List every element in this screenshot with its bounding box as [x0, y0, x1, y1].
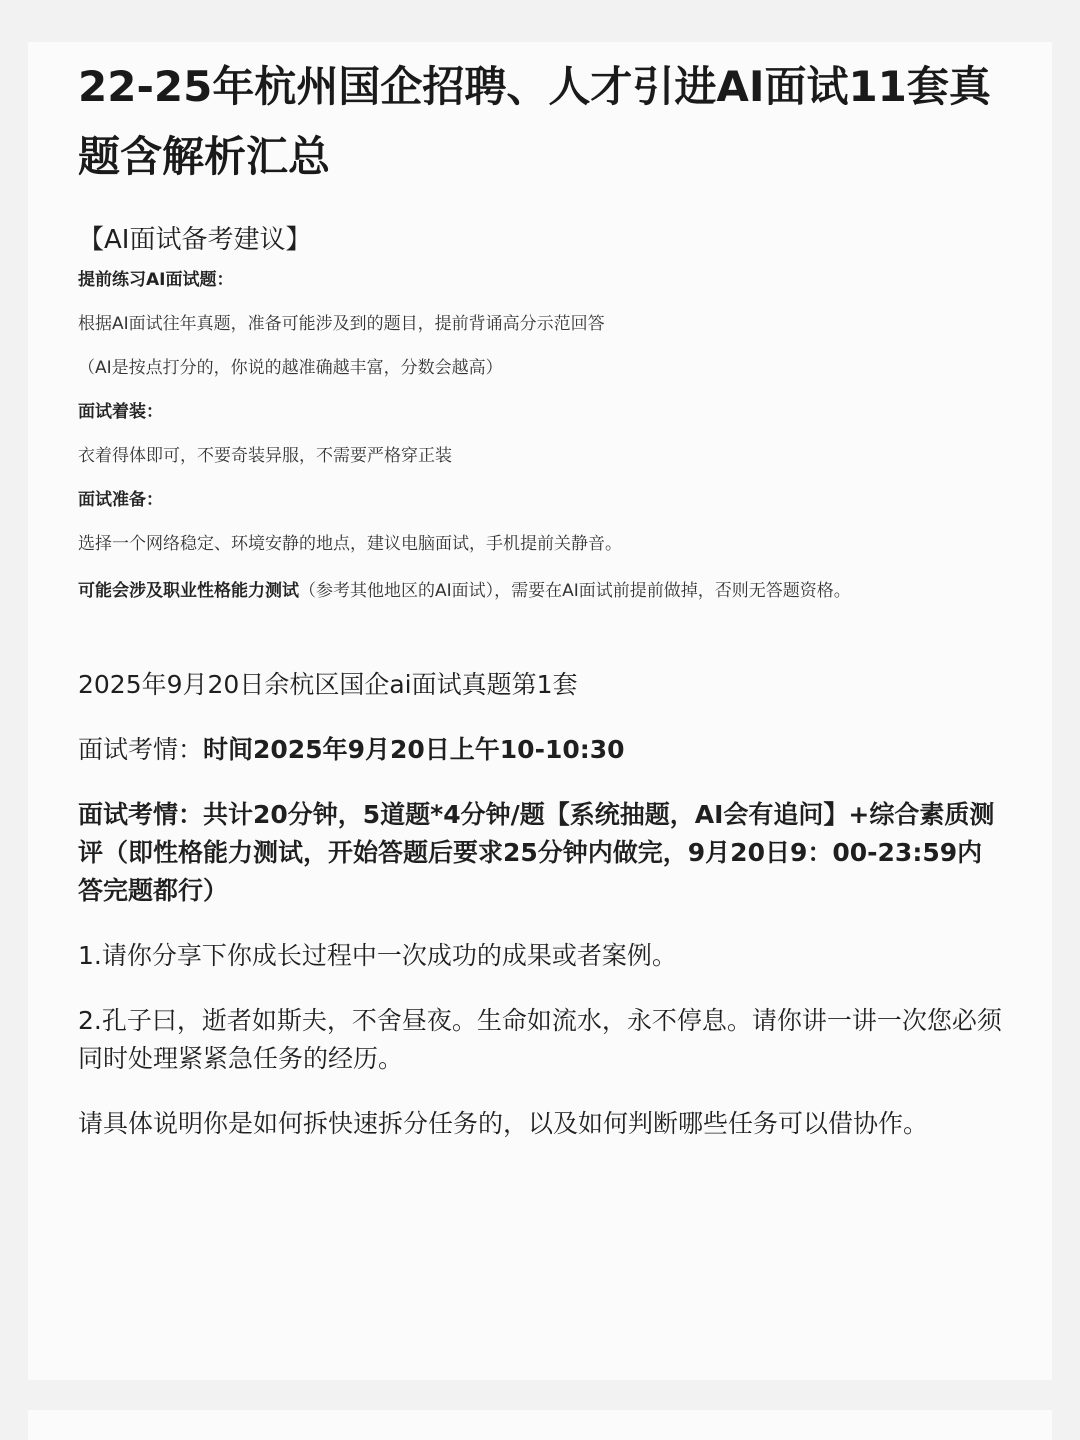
tip-label-preparation: 面试准备：	[78, 490, 163, 510]
interview-format-info: 面试考情：共计20分钟，5道题*4分钟/题【系统抽题，AI会有追问】+综合素质测评（即性格能力测试，开始答题后要求25分钟内做完，9月20日9：00-23:59内答完题都行）	[78, 800, 995, 905]
top-background	[0, 0, 1080, 42]
next-page-card	[28, 1410, 1052, 1440]
interview-time-info	[78, 731, 1002, 769]
document-page	[28, 42, 1052, 1380]
personality-test-note-rest: （参考其他地区的AI面试），需要在AI面试前提前做掉，否则无答题资格。	[299, 581, 851, 601]
personality-test-note-bold: 可能会涉及职业性格能力测试	[78, 581, 299, 601]
tip-text-practice-1: 根据AI面试往年真题，准备可能涉及到的题目，提前背诵高分示范回答	[78, 314, 605, 334]
question-2: 2.孔子曰，逝者如斯夫，不舍昼夜。生命如流水，永不停息。请你讲一讲一次您必须同时处理紧紧急任务的经历。	[78, 1006, 1002, 1073]
tip-text-preparation: 选择一个网络稳定、环境安静的地点，建议电脑面试，手机提前关静音。	[78, 534, 622, 554]
prep-section-heading: 【AI面试备考建议】	[78, 225, 312, 255]
interview-time-value: 时间2025年9月20日上午10-10:30	[203, 735, 625, 764]
document-title: 22-25年杭州国企招聘、人才引进AI面试11套真题含解析汇总	[78, 62, 991, 181]
tip-text-practice-2: （AI是按点打分的，你说的越准确越丰富，分数会越高）	[78, 358, 503, 378]
tip-label-practice: 提前练习AI面试题：	[78, 270, 234, 290]
tip-label-attire: 面试着装：	[78, 402, 163, 422]
question-2-followup: 请具体说明你是如何拆快速拆分任务的，以及如何判断哪些任务可以借协作。	[78, 1109, 929, 1138]
personality-test-note	[78, 574, 1002, 608]
question-set-title: 2025年9月20日余杭区国企ai面试真题第1套	[78, 670, 578, 699]
prep-tips	[78, 266, 1002, 608]
question-set-1	[78, 666, 1002, 1143]
tip-text-attire: 衣着得体即可，不要奇装异服，不需要严格穿正装	[78, 446, 452, 466]
interview-time-prefix: 面试考情：	[78, 735, 204, 764]
question-1: 1.请你分享下你成长过程中一次成功的成果或者案例。	[78, 941, 677, 970]
